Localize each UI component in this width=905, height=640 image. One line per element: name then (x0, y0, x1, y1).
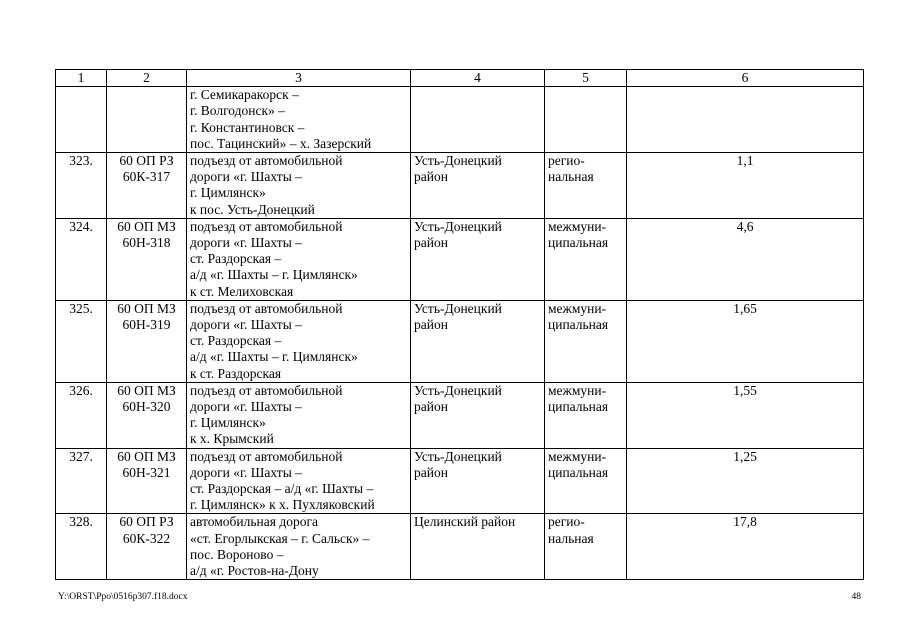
code-line: 60Н-320 (122, 399, 171, 415)
cell-name (187, 218, 411, 300)
code-line: 60Н-321 (122, 464, 171, 480)
cell-length (627, 87, 864, 153)
district-line: Усть-Донецкий (414, 448, 502, 464)
district-line: Усть-Донецкий (414, 218, 502, 234)
name-line: ст. Раздорская – а/д «г. Шахты – (190, 481, 374, 497)
cell-type (545, 382, 627, 448)
header-cell-3: 3 (187, 70, 411, 87)
cell-district (411, 382, 545, 448)
cell-num: 325. (56, 300, 107, 382)
name-line: дороги «г. Шахты – (190, 169, 302, 185)
cell-name (187, 514, 411, 580)
cell-type (545, 448, 627, 514)
cell-district (411, 514, 545, 580)
type-line: ципальная (548, 464, 609, 480)
name-line: подъезд от автомобильной (190, 382, 343, 398)
table-body (56, 87, 864, 580)
cell-num (56, 87, 107, 153)
code-line: 60 ОП РЗ (119, 514, 174, 530)
code-line: 60 ОП МЗ (117, 448, 176, 464)
name-line: а/д «г. Ростов-на-Дону (190, 563, 319, 579)
header-cell-1: 1 (56, 70, 107, 87)
cell-code (107, 300, 187, 382)
cell-name (187, 382, 411, 448)
name-line: а/д «г. Шахты – г. Цимлянск» (190, 349, 358, 365)
district-line: район (414, 169, 448, 185)
header-cell-4: 4 (411, 70, 545, 87)
name-line: ст. Раздорская – (190, 251, 282, 267)
district-line: район (414, 235, 448, 251)
cell-type (545, 300, 627, 382)
cell-code (107, 153, 187, 219)
cell-code (107, 448, 187, 514)
code-line: 60 ОП МЗ (117, 300, 176, 316)
name-line: пос. Вороново – (190, 546, 284, 562)
footer-file-path: Y:\ORST\Ppo\0516p307.f18.docx (58, 592, 188, 602)
district-line: район (414, 399, 448, 415)
district-line: Целинский район (414, 514, 516, 530)
code-line: 60 ОП МЗ (117, 382, 176, 398)
cell-district (411, 153, 545, 219)
cell-name (187, 87, 411, 153)
name-line: к х. Крымский (190, 431, 274, 447)
header-cell-5: 5 (545, 70, 627, 87)
cell-type (545, 87, 627, 153)
cell-district (411, 300, 545, 382)
cell-name (187, 153, 411, 219)
type-line: регио- (548, 514, 585, 530)
cell-type (545, 514, 627, 580)
name-line: подъезд от автомобильной (190, 448, 343, 464)
name-line: к пос. Усть-Донецкий (190, 201, 315, 217)
name-line: подъезд от автомобильной (190, 218, 343, 234)
cell-num: 324. (56, 218, 107, 300)
cell-name (187, 448, 411, 514)
type-line: ципальная (548, 235, 609, 251)
code-line: 60 ОП РЗ (119, 153, 174, 169)
cell-district (411, 218, 545, 300)
table-row (56, 382, 864, 448)
code-line: 60К-322 (122, 530, 171, 546)
cell-length: 1,65 (627, 300, 864, 382)
name-line: дороги «г. Шахты – (190, 464, 302, 480)
name-line: к ст. Мелиховская (190, 283, 294, 299)
continuation-row (56, 87, 864, 153)
district-line: район (414, 317, 448, 333)
type-line: межмуни- (548, 382, 607, 398)
table-row (56, 448, 864, 514)
header-cell-6: 6 (627, 70, 864, 87)
cell-length: 4,6 (627, 218, 864, 300)
name-line: к ст. Раздорская (190, 365, 282, 381)
type-line: межмуни- (548, 448, 607, 464)
type-line: нальная (548, 530, 594, 546)
cell-num: 328. (56, 514, 107, 580)
code-line: 60К-317 (122, 169, 171, 185)
code-line: 60Н-318 (122, 235, 171, 251)
cell-num: 327. (56, 448, 107, 514)
cell-length: 1,1 (627, 153, 864, 219)
name-line: г. Семикаракорск – (190, 87, 299, 103)
name-line: г. Константиновск – (190, 119, 305, 135)
district-line: район (414, 464, 448, 480)
header-cell-2: 2 (107, 70, 187, 87)
cell-code (107, 218, 187, 300)
type-line: межмуни- (548, 300, 607, 316)
name-line: автомобильная дорога (190, 514, 318, 530)
cell-name (187, 300, 411, 382)
footer-page-number: 48 (851, 592, 861, 602)
table-row (56, 300, 864, 382)
header-row (56, 70, 864, 87)
cell-type (545, 153, 627, 219)
cell-num: 323. (56, 153, 107, 219)
name-line: подъезд от автомобильной (190, 300, 343, 316)
table-row (56, 218, 864, 300)
cell-num: 326. (56, 382, 107, 448)
district-line: Усть-Донецкий (414, 153, 502, 169)
type-line: межмуни- (548, 218, 607, 234)
name-line: подъезд от автомобильной (190, 153, 343, 169)
type-line: ципальная (548, 317, 609, 333)
cell-length: 1,55 (627, 382, 864, 448)
name-line: дороги «г. Шахты – (190, 399, 302, 415)
roads-table (55, 69, 864, 580)
type-line: регио- (548, 153, 585, 169)
type-line: нальная (548, 169, 594, 185)
name-line: г. Цимлянск» (190, 185, 266, 201)
name-line: пос. Тацинский» – х. Зазерский (190, 135, 372, 151)
district-line: Усть-Донецкий (414, 382, 502, 398)
name-line: дороги «г. Шахты – (190, 317, 302, 333)
name-line: дороги «г. Шахты – (190, 235, 302, 251)
table-row (56, 514, 864, 580)
name-line: а/д «г. Шахты – г. Цимлянск» (190, 267, 358, 283)
district-line: Усть-Донецкий (414, 300, 502, 316)
cell-code (107, 382, 187, 448)
cell-length: 17,8 (627, 514, 864, 580)
code-line: 60 ОП МЗ (117, 218, 176, 234)
cell-district (411, 87, 545, 153)
cell-district (411, 448, 545, 514)
table-row (56, 153, 864, 219)
cell-type (545, 218, 627, 300)
type-line: ципальная (548, 399, 609, 415)
cell-code (107, 514, 187, 580)
name-line: г. Волгодонск» – (190, 103, 285, 119)
name-line: «ст. Егорлыкская – г. Сальск» – (190, 530, 370, 546)
cell-length: 1,25 (627, 448, 864, 514)
name-line: г. Цимлянск» к х. Пухляковский (190, 497, 375, 513)
cell-code (107, 87, 187, 153)
name-line: ст. Раздорская – (190, 333, 282, 349)
name-line: г. Цимлянск» (190, 415, 266, 431)
code-line: 60Н-319 (122, 317, 171, 333)
